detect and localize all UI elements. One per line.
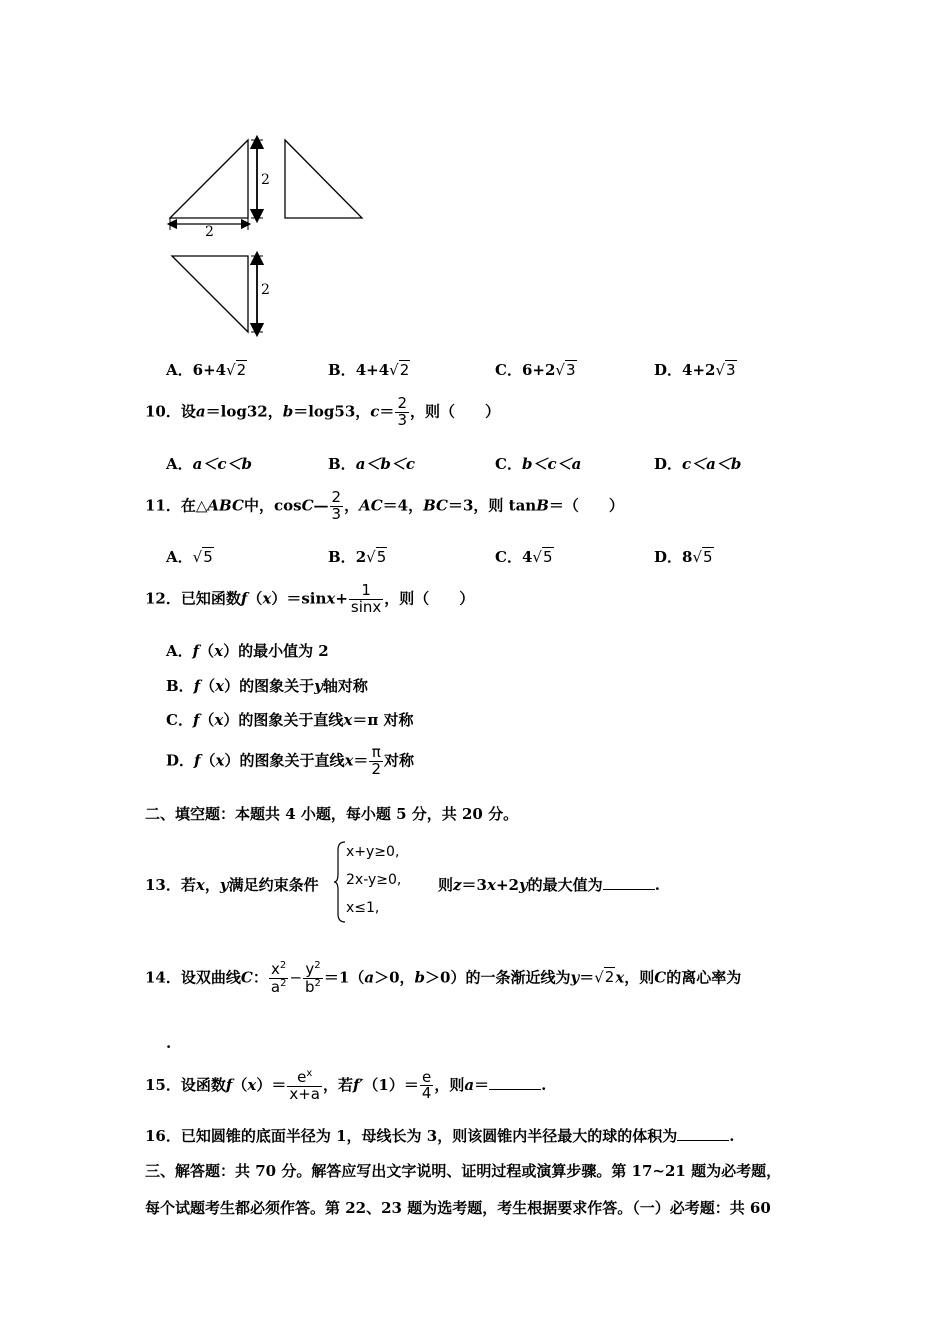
fraction: $\frac{\pi}{2}$ bbox=[371, 743, 381, 778]
dim-label-side: 2 bbox=[261, 172, 270, 188]
answer-blank[interactable] bbox=[603, 875, 655, 890]
q14-stem: 14．设双曲线C： $\frac{x^2}{a^2}$ − $\frac{y^2}{b^2}$ ＝1（a＞0，b＞0）的一条渐近线为y＝√2x，则C的离心率为 bbox=[145, 960, 742, 996]
section-3-heading-line1: 三、解答题：共 70 分。解答应写出文字说明、证明过程或演算步骤。第 17~21 题为必考题， bbox=[145, 1162, 782, 1180]
fraction: $\frac{e^x}{x+a}$ bbox=[289, 1068, 320, 1103]
section-3-heading-line2: 每个试题考生都必须作答。第 22、23 题为选考题，考生根据要求作答。（一）必考题：共 60 bbox=[145, 1199, 771, 1217]
q11-stem: 11．在△ABC中，cosC— $\frac{2}{3}$ ，AC＝4，BC＝3，则 tanB＝（ ） bbox=[145, 488, 624, 523]
q12-option-d[interactable]: D．f（x）的图象关于直线x＝ $\frac{\pi}{2}$ 对称 bbox=[166, 743, 414, 778]
q10-option-b[interactable]: B．a＜b＜c bbox=[328, 455, 416, 473]
q10-stem: 10．设a＝log32，b＝log53，c＝ $\frac{2}{3}$ ，则（ ） bbox=[145, 394, 500, 429]
q13-stem-right: 则z＝3x+2y的最大值为 . bbox=[438, 876, 660, 894]
fraction: $\frac{2}{3}$ bbox=[331, 488, 342, 523]
sqrt-symbol: √2 bbox=[594, 968, 615, 987]
dim-label-base: 2 bbox=[205, 224, 214, 240]
q9-option-c[interactable]: C．6+2√3 bbox=[495, 361, 576, 379]
sqrt-symbol: √2 bbox=[389, 361, 410, 379]
q16-stem: 16．已知圆锥的底面半径为 1，母线长为 3，则该圆锥内半径最大的球的体积为 . bbox=[145, 1127, 735, 1145]
q11-option-a[interactable]: A．√5 bbox=[166, 548, 213, 566]
q11-option-c[interactable]: C．4√5 bbox=[495, 548, 553, 566]
q10-option-d[interactable]: D．c＜a＜b bbox=[654, 455, 742, 473]
fraction: $\frac{x^2}{a^2}$ bbox=[270, 960, 287, 996]
constraint-2: 2x-y≥0, bbox=[346, 872, 402, 888]
q13-stem-left: 13．若x，y满足约束条件 bbox=[145, 876, 319, 894]
sqrt-symbol: √5 bbox=[366, 548, 387, 566]
constraint-1: x+y≥0, bbox=[346, 844, 400, 860]
sqrt-symbol: √3 bbox=[715, 361, 736, 379]
answer-blank[interactable] bbox=[677, 1126, 729, 1141]
sqrt-symbol: √5 bbox=[532, 548, 553, 566]
q9-option-b[interactable]: B．4+4√2 bbox=[328, 361, 410, 379]
sqrt-symbol: √5 bbox=[692, 548, 713, 566]
q9-option-a[interactable]: A．6+4√2 bbox=[166, 361, 247, 379]
q9-option-d[interactable]: D．4+2√3 bbox=[654, 361, 736, 379]
three-view-figure bbox=[160, 130, 380, 340]
section-2-heading: 二、填空题：本题共 4 小题，每小题 5 分，共 20 分。 bbox=[145, 805, 519, 823]
q11-option-d[interactable]: D．8√5 bbox=[654, 548, 713, 566]
fraction: $\frac{2}{3}$ bbox=[397, 394, 407, 429]
fraction: $\frac{y^2}{b^2}$ bbox=[305, 960, 321, 996]
top-view bbox=[172, 256, 263, 332]
dim-label-bottom: 2 bbox=[261, 282, 270, 298]
q11-option-b[interactable]: B．2√5 bbox=[328, 548, 387, 566]
q12-option-b[interactable]: B．f（x）的图象关于y轴对称 bbox=[166, 677, 368, 695]
q12-option-a[interactable]: A．f（x）的最小值为 2 bbox=[166, 642, 329, 660]
constraint-system bbox=[346, 838, 401, 922]
system-brace bbox=[334, 840, 346, 924]
side-view bbox=[285, 140, 362, 218]
answer-blank[interactable] bbox=[489, 1075, 541, 1090]
q10-option-a[interactable]: A．a＜c＜b bbox=[166, 455, 252, 473]
fraction: $\frac{1}{\sin x}$ bbox=[350, 581, 382, 616]
sqrt-symbol: √3 bbox=[555, 361, 576, 379]
q12-option-c[interactable]: C．f（x）的图象关于直线x＝π 对称 bbox=[166, 711, 414, 729]
q10-option-c[interactable]: C．b＜c＜a bbox=[495, 455, 582, 473]
front-view bbox=[170, 140, 263, 230]
fraction: $\frac{e}{4}$ bbox=[421, 1067, 432, 1103]
q14-answer-dot[interactable]: . bbox=[166, 1034, 172, 1052]
q12-stem: 12．已知函数f（x）＝sinx+ $\frac{1}{\sin x}$ ，则（ ） bbox=[145, 581, 475, 616]
constraint-3: x≤1, bbox=[346, 900, 380, 916]
sqrt-symbol: √5 bbox=[192, 548, 213, 566]
q15-stem: 15．设函数f（x）＝ $\frac{e^x}{x+a}$ ，若f′（1）＝ $\frac{e}{4}$ ，则a＝ . bbox=[145, 1067, 547, 1103]
sqrt-symbol: √2 bbox=[226, 361, 247, 379]
